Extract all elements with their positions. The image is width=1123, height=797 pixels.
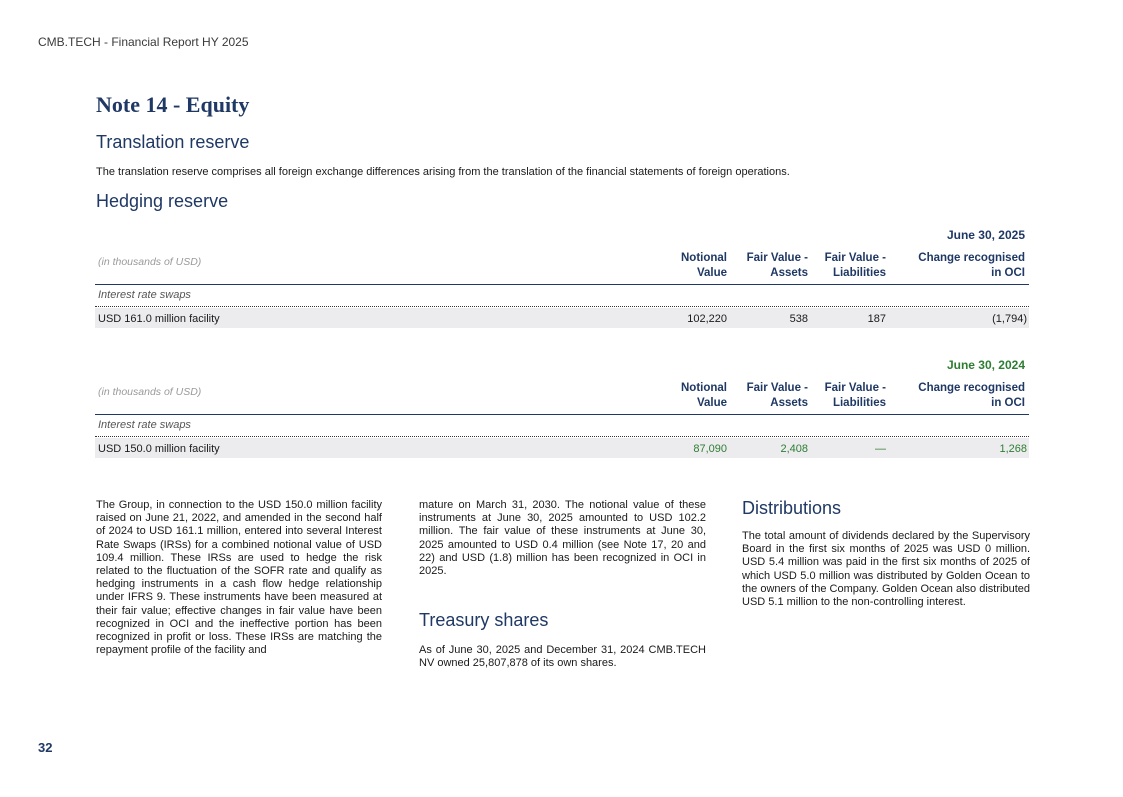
section-label: Interest rate swaps	[98, 419, 191, 431]
header-divider	[95, 414, 1029, 415]
table-row	[95, 308, 1029, 328]
row-label: USD 150.0 million facility	[98, 443, 220, 455]
distributions-heading: Distributions	[742, 498, 842, 518]
note-title: Note 14 - Equity	[96, 92, 250, 117]
section-divider	[95, 306, 1029, 307]
table-date: June 30, 2025	[946, 228, 1025, 242]
translation-reserve-text: The translation reserve comprises all foreign exchange differences arising from the translation of the financial statements of foreign operations.	[96, 166, 790, 178]
table-unit: (in thousands of USD)	[98, 256, 202, 268]
cell-fv-liabilities: —	[875, 443, 886, 455]
treasury-shares-heading: Treasury shares	[419, 610, 549, 630]
cell-fv-liabilities: 187	[867, 313, 886, 325]
col-header-notional: Notional Value	[681, 382, 727, 409]
report-header: CMB.TECH - Financial Report HY 2025	[38, 35, 249, 49]
treasury-shares-text: As of June 30, 2025 and December 31, 2024 CMB.TECH NV owned 25,807,878 of its own shares.	[419, 644, 706, 670]
row-label: USD 161.0 million facility	[98, 313, 220, 325]
hedging-table-2025	[95, 228, 1029, 332]
col-header-fv-liabilities: Fair Value - Liabilities	[824, 382, 886, 409]
hedging-table-2024	[95, 358, 1029, 462]
header-divider	[95, 284, 1029, 285]
hedging-reserve-heading: Hedging reserve	[96, 191, 229, 211]
col-header-fv-assets: Fair Value - Assets	[746, 382, 808, 409]
section-divider	[95, 436, 1029, 437]
irs-description-col2: mature on March 31, 2030. The notional value of these instruments at June 30, 2025 amounted to USD 102.2 million. The fair value of these instruments at June 30, 2025 amounted to USD 0.4 million (see Note 17, 20 and 22) and USD (1.8) million has been recognized in OCI in 2025.	[419, 499, 706, 578]
col-header-oci: Change recognised in OCI	[918, 252, 1025, 279]
col-header-fv-liabilities: Fair Value - Liabilities	[824, 252, 886, 279]
page-number: 32	[38, 740, 53, 755]
table-row	[95, 438, 1029, 458]
cell-oci: 1,268	[999, 443, 1027, 455]
cell-fv-assets: 2,408	[780, 443, 808, 455]
section-label: Interest rate swaps	[98, 289, 191, 301]
col-header-notional: Notional Value	[681, 252, 727, 279]
col-header-oci: Change recognised in OCI	[918, 382, 1025, 409]
table-date: June 30, 2024	[946, 358, 1025, 372]
irs-description-col1: The Group, in connection to the USD 150.0 million facility raised on June 21, 2022, and amended in the second half of 2024 to USD 161.1 million, entered into several Interest Rate Swaps (IRSs) for a combined notional value of USD 109.4 million. These IRSs are used to hedge the risk related to the fluctuation of the SOFR rate and qualify as hedging instruments in a cash flow hedge relationship under IFRS 9. These instruments have been measured at their fair value; effective changes in fair value have been recognized in OCI and the ineffective portion has been recognized in profit or loss. These IRSs are matching the repayment profile of the facility and	[96, 499, 382, 657]
cell-fv-assets: 538	[789, 313, 808, 325]
col-header-fv-assets: Fair Value - Assets	[746, 252, 808, 279]
cell-notional: 87,090	[693, 443, 727, 455]
distributions-text: The total amount of dividends declared by the Supervisory Board in the first six months of 2025 was USD 0 million. USD 5.4 million was paid in the first six months of 2025 of which USD 5.0 million was distributed by Golden Ocean to the owners of the Company. Golden Ocean also distributed USD 5.1 million to the non-controlling interest.	[742, 530, 1030, 609]
table-unit: (in thousands of USD)	[98, 386, 202, 398]
translation-reserve-heading: Translation reserve	[96, 132, 250, 152]
cell-notional: 102,220	[687, 313, 727, 325]
cell-oci: (1,794)	[992, 313, 1027, 325]
